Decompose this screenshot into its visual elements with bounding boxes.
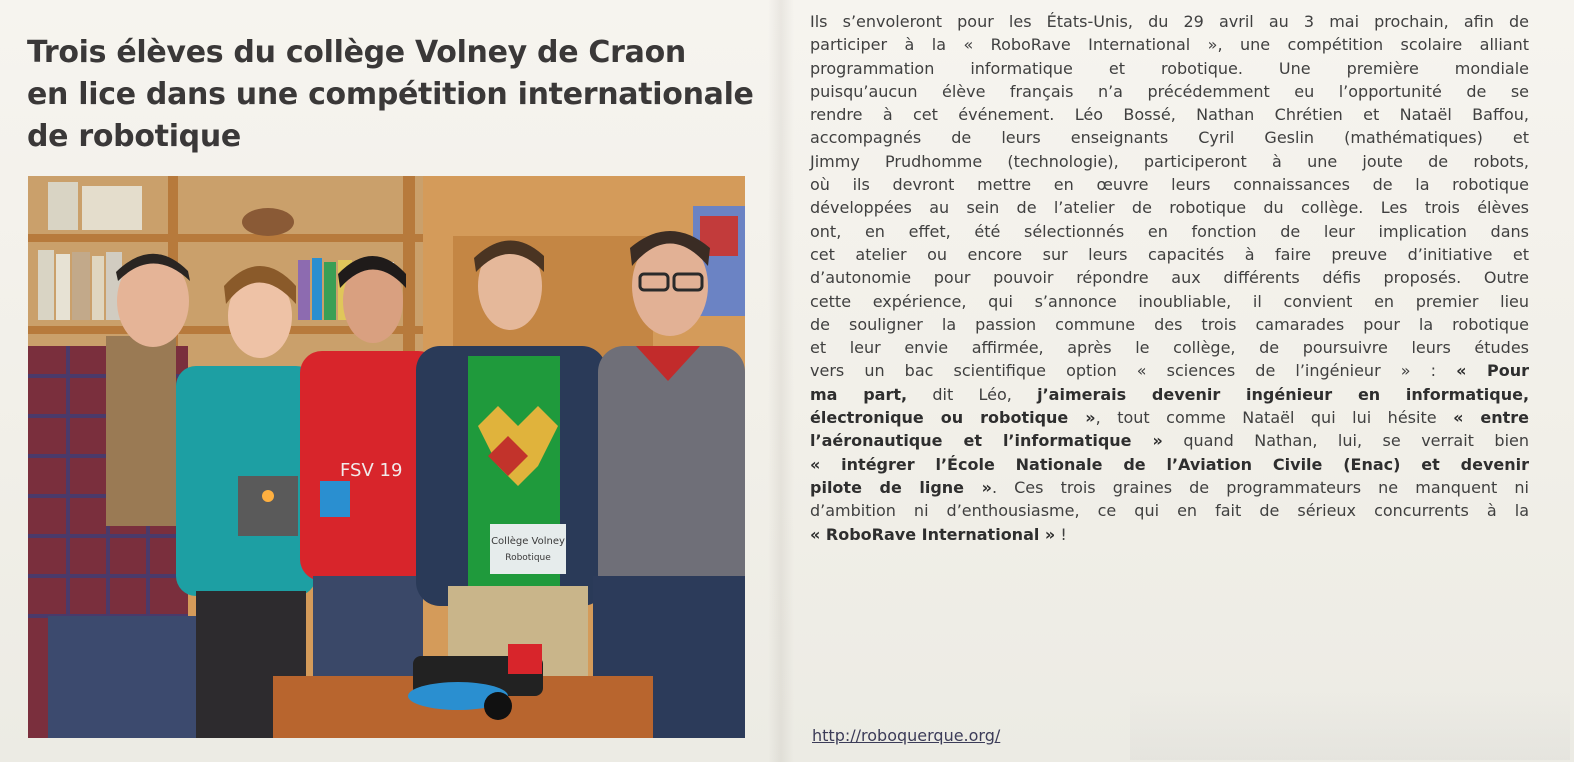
article-headline xyxy=(27,32,754,158)
body-line: où ils devront mettre en œuvre leurs connaissances de la robotique xyxy=(810,175,1529,195)
body-line xyxy=(810,383,1529,406)
body-line: développées au sein de l’atelier de robotique du collège. Les trois élèves xyxy=(810,198,1529,218)
body-line xyxy=(810,406,1529,429)
quote-bold: pilote de ligne » xyxy=(810,477,992,497)
headline-line: de robotique xyxy=(27,119,241,154)
body-line: cet atelier ou encore sur leurs capacités à faire preuve d’initiative et xyxy=(810,244,1529,264)
quote-bold: « entre xyxy=(1453,408,1530,428)
body-segment: dit Léo, xyxy=(907,384,1038,404)
body-line: rendre à cet événement. Léo Bossé, Nathan Chrétien et Nataël Baffou, xyxy=(810,105,1529,125)
basket xyxy=(242,208,294,236)
headline-line: en lice dans une compétition internationale xyxy=(27,77,754,112)
article-body xyxy=(810,10,1529,546)
quote-bold: électronique ou robotique » xyxy=(810,408,1096,428)
body-line: Jimmy Prudhomme (technologie), participeront à une joute de robots, xyxy=(810,151,1529,171)
quote-bold: ma part, xyxy=(810,384,908,404)
shirt-text: FSV 19 xyxy=(340,460,403,481)
body-line xyxy=(810,523,1529,546)
body-line: programmation informatique et robotique. Une première mondiale xyxy=(810,58,1529,78)
body-line: accompagnés de leurs enseignants Cyril Geslin (mathématiques) et xyxy=(810,128,1529,148)
body-line: d’autonomie pour pouvoir répondre aux différents défis proposés. Outre xyxy=(810,268,1529,288)
website-link[interactable]: http://roboquerque.org/ xyxy=(812,726,1001,745)
award-sign xyxy=(490,524,566,574)
body-line xyxy=(810,429,1529,452)
bleed-through-shadow xyxy=(1130,690,1570,760)
body-line: participer à la « RoboRave International », une compétition scolaire alliant xyxy=(810,35,1529,55)
robot-held xyxy=(238,476,298,536)
body-line: et leur envie affirmée, après le collège, de poursuivre leurs études xyxy=(810,338,1529,358)
award-sign-line2: Robotique xyxy=(505,553,551,563)
group-photo-illustration xyxy=(28,176,745,738)
quote-bold: « RoboRave International » xyxy=(810,524,1056,544)
page-fold-shadow xyxy=(768,0,794,762)
quote-bold: j’aimerais devenir ingénieur en informatique, xyxy=(1037,384,1530,404)
body-line: d’ambition ni d’enthousiasme, ce qui en fait de sérieux concurrents à la xyxy=(810,501,1529,521)
body-line xyxy=(810,359,1529,382)
body-line: ont, en effet, été sélectionnés en fonction de leur implication dans xyxy=(810,221,1529,241)
body-line: cette expérience, qui s’annonce inoubliable, il convient en premier lieu xyxy=(810,291,1529,311)
body-segment: ! xyxy=(1055,524,1067,544)
body-segment: vers un bac scientifique option « sciences de l’ingénieur » : xyxy=(810,361,1457,381)
body-line: puisqu’aucun élève français n’a précédemment eu l’opportunité de se xyxy=(810,81,1529,101)
award-sign-line1: Collège Volney xyxy=(491,536,565,547)
body-line: Ils s’envoleront pour les États-Unis, du 29 avril au 3 mai prochain, afin de xyxy=(810,12,1529,31)
quote-bold: « Pour xyxy=(1456,361,1530,381)
headline-line: Trois élèves du collège Volney de Craon xyxy=(27,35,686,70)
shelf xyxy=(28,234,423,242)
body-line: de souligner la passion commune des trois camarades pour la robotique xyxy=(810,314,1529,334)
body-line xyxy=(810,476,1529,499)
quote-bold: l’aéronautique et l’informatique » xyxy=(810,431,1163,451)
body-line-bold: « intégrer l’École Nationale de l’Aviation Civile (Enac) et devenir xyxy=(810,454,1529,474)
body-segment: , tout comme Nataël qui lui hésite xyxy=(1095,408,1454,428)
article-photo xyxy=(28,176,745,738)
body-segment: . Ces trois graines de programmateurs ne manquent ni xyxy=(991,477,1530,497)
body-segment: quand Nathan, lui, se verrait bien xyxy=(1162,431,1529,451)
